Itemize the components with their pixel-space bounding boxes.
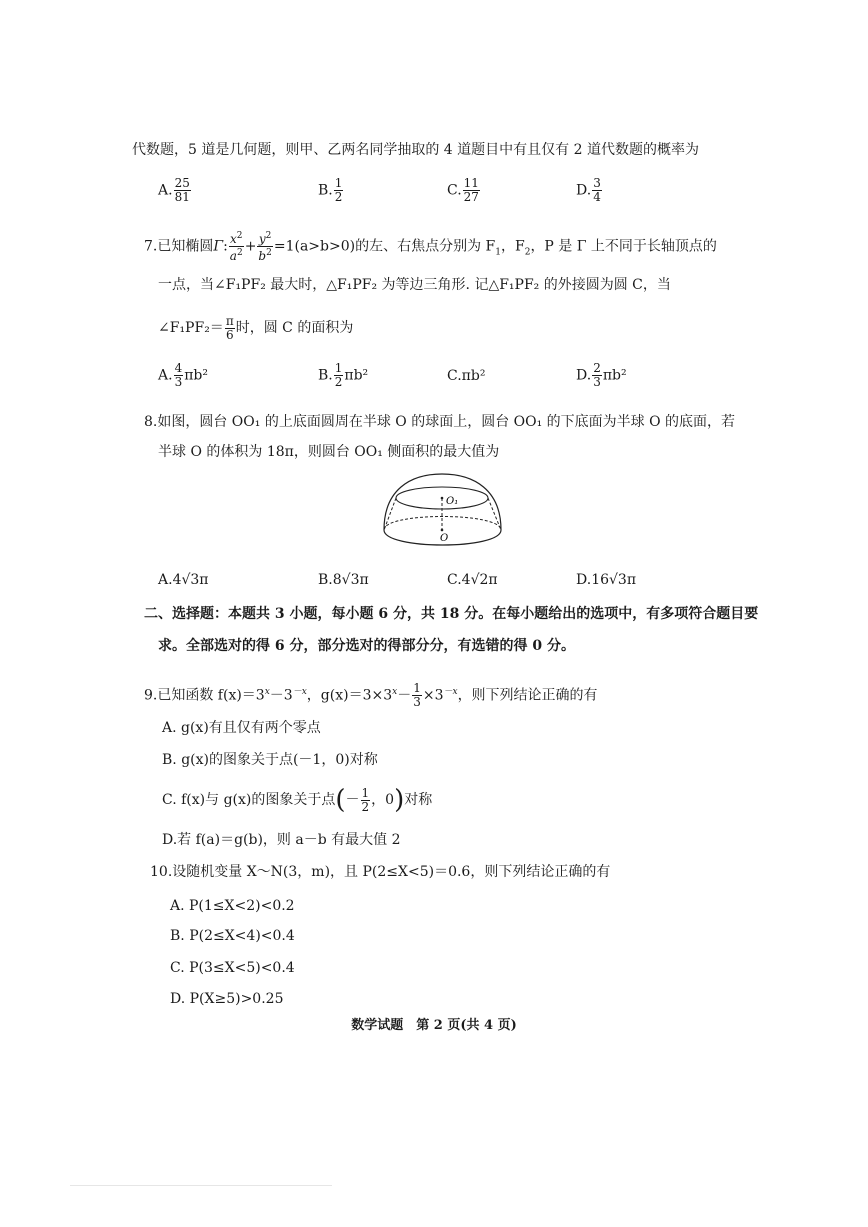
- q8-option-b: B.8√3π: [318, 572, 369, 588]
- q7-option-a: A. $\frac{4}{3}$ πb²: [158, 361, 208, 389]
- q6-option-c: C. $\frac{11}{27}$: [447, 176, 479, 204]
- q8-option-d: D.16√3π: [576, 572, 637, 588]
- q8-option-c: C.4√2π: [447, 572, 498, 588]
- label-o1: O₁: [446, 496, 459, 507]
- q9-option-a: A. g(x)有且仅有两个零点: [162, 720, 321, 736]
- q10-option-d: D. P(X≥5)>0.25: [170, 991, 284, 1007]
- section2-line1: 二、选择题：本题共 3 小题，每小题 6 分，共 18 分。在每小题给出的选项中，有多项符合题目要: [144, 606, 759, 622]
- q7-line1: 7.已知椭圆Γ: $\frac{x^2}{a^2}$ + $\frac{y^2}{b^2}$ =1(a>b>0)的左、右焦点分别为 $F_1$，$F_2$，P 是 Γ 上不同于长轴顶点的: [144, 231, 717, 263]
- q8-line2: 半球 O 的体积为 18π，则圆台 OO₁ 侧面积的最大值为: [158, 444, 500, 460]
- q7-option-c: C.πb²: [447, 368, 486, 384]
- q7-line2: 一点，当∠F₁PF₂ 最大时，△F₁PF₂ 为等边三角形. 记△F₁PF₂ 的外接圆为圆 C，当: [158, 277, 671, 293]
- q10-option-c: C. P(3≤X<5)<0.4: [170, 960, 295, 976]
- hemisphere-arc: [384, 474, 501, 530]
- bottom-rule: [70, 1185, 332, 1186]
- q6-option-d: D. $\frac{3}{4}$: [576, 176, 601, 204]
- q9-option-b: B. g(x)的图象关于点(－1，0)对称: [162, 752, 378, 768]
- q6-option-a: A. $\frac{25}{81}$: [158, 176, 190, 204]
- q10-option-b: B. P(2≤X<4)<0.4: [170, 928, 295, 944]
- q7-option-b: B. $\frac{1}{2}$ πb²: [318, 361, 369, 389]
- q8-line1: 8.如图，圆台 OO₁ 的上底面圆周在半球 O 的球面上，圆台 OO₁ 的下底面为半球 O 的底面，若: [144, 414, 736, 430]
- label-o: O: [440, 533, 449, 544]
- q7-option-d: D. $\frac{2}{3}$ πb²: [576, 361, 627, 389]
- q6-stem: 代数题，5 道是几何题，则甲、乙两名同学抽取的 4 道题目中有且仅有 2 道代数题的概率为: [132, 142, 699, 158]
- q6-option-b: B. $\frac{1}{2}$: [318, 176, 343, 204]
- page-footer: 数学试题 第 2 页(共 4 页): [351, 1018, 517, 1033]
- hemisphere-frustum-figure: [380, 470, 505, 560]
- q9-option-c: C. f(x)与 g(x)的图象关于点(－ $\frac{1}{2}$ ，0)对称: [162, 785, 433, 815]
- section2-line2: 求。全部选对的得 6 分，部分选对的得部分分，有选错的得 0 分。: [158, 638, 575, 654]
- q10-option-a: A. P(1≤X<2)<0.2: [170, 898, 295, 914]
- q9-option-d: D.若 f(a)＝g(b)，则 a－b 有最大值 2: [162, 832, 401, 848]
- q7-line3: ∠F₁PF₂＝ $\frac{\pi}{6}$ 时，圆 C 的面积为: [158, 313, 354, 342]
- q10-stem: 10.设随机变量 X～N(3，m)，且 P(2≤X<5)＝0.6，则下列结论正确的有: [150, 864, 611, 880]
- q9-stem: 9.已知函数 $f(x)=3^x-3^{-x}$，$g(x)=3\times 3^x-$ $\frac{1}{3}$ $\times 3^{-x}$，则下列结论正确的有: [144, 681, 598, 710]
- q8-option-a: A.4√3π: [158, 572, 209, 588]
